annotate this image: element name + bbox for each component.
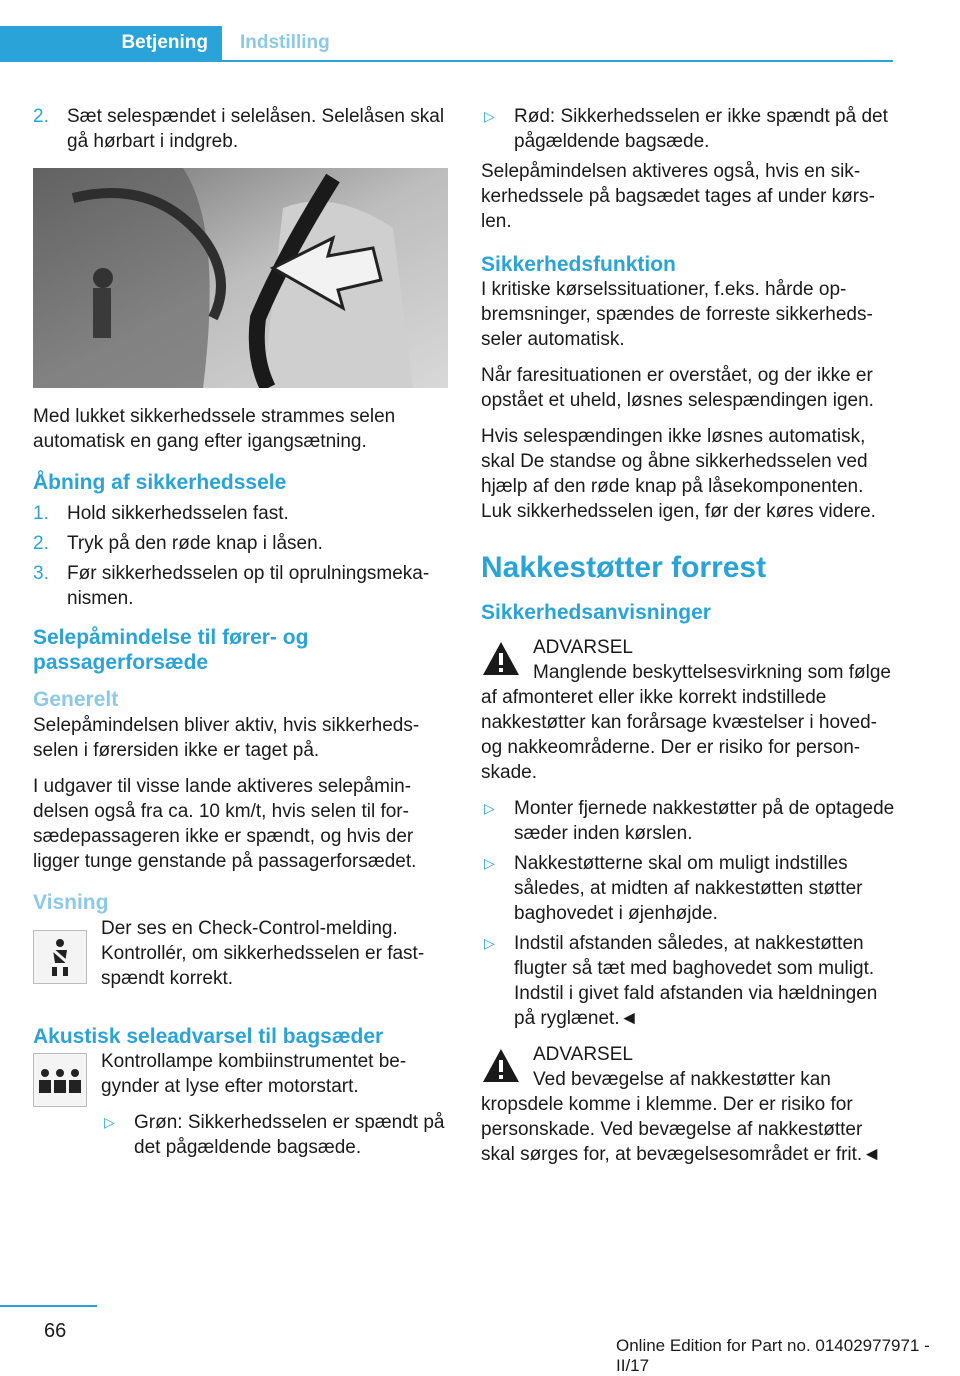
paragraph: Selepåmindelsen bliver aktiv, hvis sikkerhedsselen i førersiden ikke er taget på. [33, 715, 420, 761]
seatbelt-warning-icon [33, 930, 87, 984]
triangle-bullet-icon: ▷ [484, 800, 495, 816]
triangle-bullet-icon: ▷ [484, 855, 495, 871]
warning-title: ADVARSEL [533, 1044, 633, 1065]
left-column [33, 104, 448, 1165]
paragraph: I kritiske kørselssituationer, f.eks. hårde opbremsninger, spændes de forreste sikkerhedsseler automatisk. [481, 279, 873, 350]
warning-block [481, 1042, 896, 1167]
paragraph: Hvis selespændingen ikke løsnes automatisk, skal De standse og åbne sikkerhedsselen ved hjælp af den røde knap på låsekomponenten. Luk sikkerhedsselen igen, før der køres videre. [481, 426, 876, 522]
heading-aabning: Åbning af sikkerhedssele [33, 471, 287, 494]
step-item [33, 561, 448, 611]
paragraph: Med lukket sikkerhedssele strammes selen automatisk en gang efter igangsætning. [33, 406, 396, 452]
warning-block [481, 635, 896, 785]
bullet-text: Indstil afstanden således, at nakkestøtten flugter så tæt med baghovedet som muligt. Indstil i givet fald afstanden via hældningen på ryglænet.◄ [514, 933, 878, 1029]
right-column [481, 104, 896, 1167]
heading-visning: Visning [33, 891, 109, 914]
bullet-item [101, 1110, 448, 1160]
step-item [33, 501, 448, 526]
step-text: Før sikkerhedsselen op til oprulningsmekanismen. [67, 563, 430, 609]
step-item [33, 104, 448, 154]
bullet-text: Nakkestøtterne skal om muligt indstilles således, at midten af nakkestøtten støtter baghovedet i øjenhøjde. [514, 853, 863, 924]
footer-line [0, 1305, 97, 1307]
warning-text: Manglende beskyttelsesvirkning som følge af afmonteret eller ikke korrekt indstillede nakkestøtter kan forårsage kvæstelser i hoved- og nakkeområderne. Der er risiko for personskade. [481, 662, 892, 783]
edition-text: Online Edition for Part no. 01402977971 - II/17 [616, 1336, 930, 1375]
visning-row [33, 916, 448, 1002]
warning-text: Ved bevægelse af nakkestøtter kan kropsdele komme i klemme. Der er risiko for personskade. Ved bevægelse af nakkestøtter skal sørges for, at bevægelsesområdet er frit.◄ [481, 1069, 882, 1165]
bullet-item [481, 104, 896, 154]
step-number: 2. [33, 106, 49, 127]
seatbelt-photo [33, 168, 448, 388]
heading-selepaamindelse: Selepåmindelse til fører- og passagerforsæde [33, 626, 309, 674]
paragraph: Når faresituationen er overstået, og der ikke er opstået et uheld, løsnes selespændingen igen. [481, 365, 874, 411]
triangle-bullet-icon: ▷ [484, 108, 495, 124]
tab-underline [0, 60, 893, 62]
rear-seatbelt-icon [33, 1053, 87, 1107]
heading-nakkestoetter: Nakkestøtter forrest [481, 551, 767, 584]
step-text: Sæt selespændet i selelåsen. Selelåsen skal gå hørbart i indgreb. [67, 106, 445, 152]
bullet-text: Monter fjernede nakkestøtter på de optagede sæder inden kørslen. [514, 798, 895, 844]
akustisk-text: Kontrollampe kombiinstrumentet begynder at lyse efter motorstart. [101, 1051, 407, 1097]
heading-sikkerhedsfunktion: Sikkerhedsfunktion [481, 253, 676, 276]
triangle-bullet-icon: ▷ [484, 935, 495, 951]
step-number: 3. [33, 563, 49, 584]
tab-betjening[interactable]: Betjening [0, 26, 222, 60]
step-text: Hold sikkerhedsselen fast. [67, 503, 289, 524]
visning-text: Der ses en Check-Control-melding. Kontrollér, om sikkerhedsselen er fastspændt korrekt. [101, 918, 425, 989]
step-number: 1. [33, 503, 49, 524]
paragraph: Selepåmindelsen aktiveres også, hvis en sikkerhedssele på bagsædet tages af under kørslen. [481, 161, 875, 232]
step-text: Tryk på den røde knap i låsen. [67, 533, 323, 554]
heading-generelt: Generelt [33, 688, 119, 711]
bullet-text: Rød: Sikkerhedsselen er ikke spændt på det pågældende bagsæde. [514, 106, 888, 152]
triangle-bullet-icon: ▷ [104, 1114, 115, 1130]
paragraph: I udgaver til visse lande aktiveres selepåmindelsen også fra ca. 10 km/t, hvis selen til forsædepassageren ikke er spændt, og hvis der ligger tunge genstande på passagerforsædet. [33, 776, 417, 872]
bullet-item [481, 931, 896, 1031]
warning-triangle-icon [481, 639, 521, 679]
heading-akustisk: Akustisk seleadvarsel til bagsæder [33, 1025, 384, 1048]
warning-title: ADVARSEL [533, 637, 633, 658]
tab-indstilling[interactable]: Indstilling [240, 32, 330, 53]
warning-triangle-icon [481, 1046, 521, 1086]
step-item [33, 531, 448, 556]
akustisk-row [33, 1049, 448, 1165]
chapter-tabs [0, 0, 893, 62]
heading-sikkerhedsanvisninger: Sikkerhedsanvisninger [481, 601, 711, 624]
step-number: 2. [33, 533, 49, 554]
bullet-item [481, 851, 896, 926]
bullet-item [481, 796, 896, 846]
page-number: 66 [44, 1320, 67, 1342]
bullet-text: Grøn: Sikkerhedsselen er spændt på det pågældende bagsæde. [134, 1112, 445, 1158]
